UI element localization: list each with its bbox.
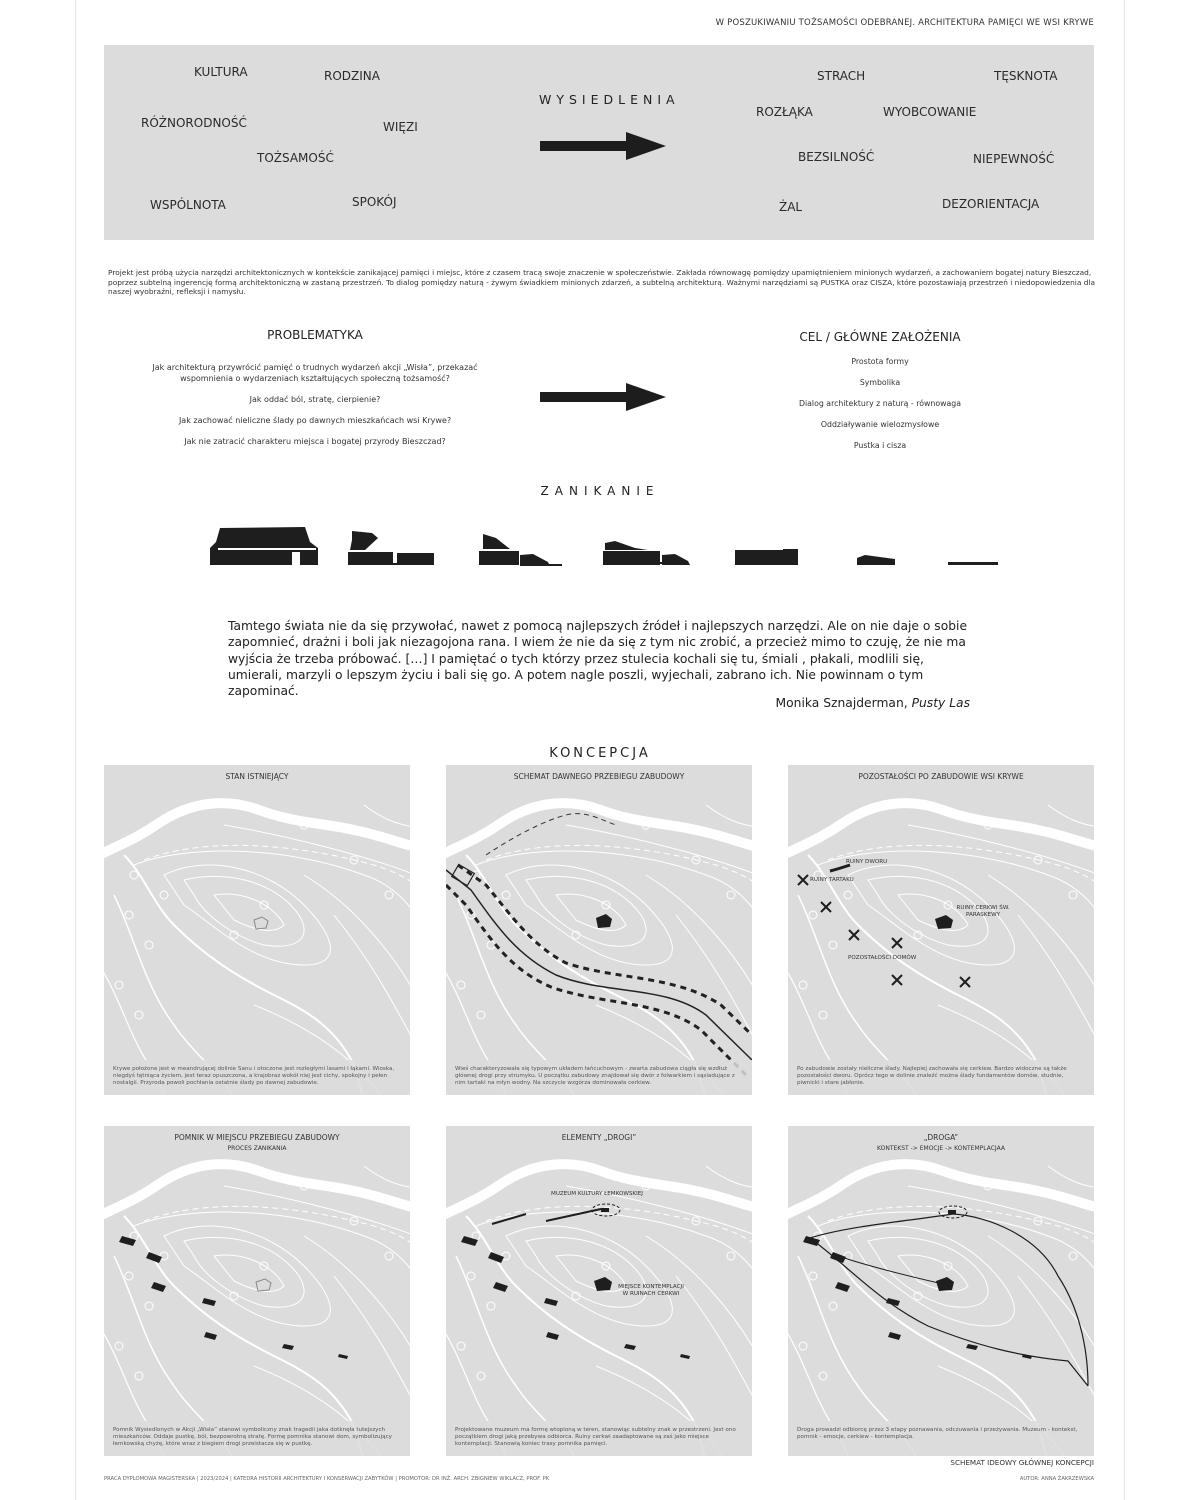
- route-path: [810, 1214, 1088, 1386]
- monument-house-icons: [119, 1236, 348, 1359]
- quote-text: Tamtego świata nie da się przywołać, nawet z pomocą najlepszych źródeł i najlepszych narzędzi. Ale on nie daje o sobie zapomnieć, drażni i boli jak niezagojona rana. I wiem że nie da się z tym nic zrobić, a przecież mimo to czuję, że nie ma wyjścia że trzeba próbować. […] I pamiętać o tych którzy przez stulecia kochali się tu, śmiali , płakali, modlili się, umierali, marzyli o lepszym życiu i bali się go. A potem nagle poszli, wyjechali, zabrano ich. Nie powinnam o tym zapominać.: [228, 619, 968, 699]
- concept-panel-droga: [788, 1126, 1094, 1456]
- word-left: RODZINA: [324, 69, 380, 83]
- map-label: RUINY TARTAKU: [810, 877, 854, 883]
- problematyka-section: [140, 328, 490, 457]
- map-label: POZOSTAŁOŚCI DOMÓW: [848, 955, 917, 961]
- zanikanie-title: ZANIKANIE: [540, 484, 660, 498]
- wysiedlenia-label: WYSIEDLENIA: [539, 92, 680, 107]
- word-left: RÓŻNORODNOŚĆ: [141, 116, 247, 130]
- house-stage-4-icon: [603, 541, 690, 565]
- concept-panel-elementy-drogi: [446, 1126, 752, 1456]
- house-stage-1-icon: [210, 527, 318, 565]
- church-outline-icon: [256, 1279, 271, 1291]
- panel-subtitle: KONTEKST -> EMOCJE -> KONTEMPLACJAA: [877, 1145, 1005, 1152]
- quote-book: Pusty Las: [911, 696, 970, 710]
- word-left: TOŻSAMOŚĆ: [257, 151, 334, 165]
- panel-caption: Po zabudowie zostały nieliczne ślady. Najlepiej zachowała się cerkiew. Bardzo widoczne są także pozostałości dworu. Oprócz tego w dolinie znaleźć można ślady fundamentów domów, studnie, piwnicki i stare jabłonie.: [788, 1060, 1094, 1095]
- problematyka-list: [140, 362, 490, 447]
- panel-title: SCHEMAT DAWNEGO PRZEBIEGU ZABUDOWY: [513, 772, 685, 781]
- map-label: RUINY DWORU: [846, 859, 888, 865]
- map-label: MIEJSCE KONTEMPLACJI W RUINACH CERKWI: [618, 1284, 684, 1297]
- panel-caption: Droga prowadzi odbiorcę przez 3 etapy poznawania, odczuwania i przeżywania. Muzeum - kontekst, pomnik - emocje, cerkiew - kontemplacja.: [788, 1421, 1094, 1456]
- concept-panel-pomnik: [104, 1126, 410, 1456]
- panel-title: POZOSTAŁOŚCI PO ZABUDOWIE WSI KRYWE: [858, 772, 1024, 781]
- monument-house-icons: [803, 1236, 1032, 1359]
- arrow-right-icon: [540, 132, 668, 160]
- site-map: [104, 1126, 410, 1456]
- arrow-right-icon: [540, 383, 668, 411]
- cel-item: Prostota formy: [851, 357, 909, 366]
- panel-caption: Projektowane muzeum ma formę wtopioną w teren, stanowiąc subtelny znak w przestrzeni. Jest ono początkiem drogi jaką przebywa odbiorca. Ruiny cerkwi zaadaptowane są zaś jako miejsce kontemplacji. Stanowią koniec trasy pomnika pamięci.: [446, 1421, 752, 1456]
- panel-title: STAN ISTNIEJĄCY: [225, 772, 289, 781]
- word-right: ŻAL: [779, 200, 803, 214]
- quote-author: Monika Sznajderman,: [775, 696, 912, 710]
- house-stage-3-icon: [479, 534, 562, 566]
- site-map: [104, 765, 410, 1095]
- intro-paragraph: Projekt jest próbą użycia narzędzi architektonicznych w kontekście zanikającej pamięci i miejsc, które z czasem tracą swoje znaczenie w społeczeństwie. Zakłada równowagę pomiędzy upamiętnieniem minionych wydarzeń, a zachowaniem bogatej natury Bieszczad, poprzez subtelną ingerencję formą architektoniczną w zastaną przestrzeń. To dialog pomiędzy naturą - żywym świadkiem minionych zdarzeń, a subtelną architekturą. Ważnymi narzędziami są PUSTKA oraz CISZA, które pozostawiają przestrzeń i niedopowiedzenia dla naszej wyobraźni, refleksji i namysłu.: [108, 268, 1096, 297]
- map-label: RUINY CERKWI ŚW. PARASKEWY: [956, 905, 1010, 918]
- word-right: NIEPEWNOŚĆ: [973, 152, 1055, 166]
- word-right: DEZORIENTACJA: [942, 197, 1040, 211]
- word-left: KULTURA: [194, 65, 248, 79]
- word-right: WYOBCOWANIE: [883, 105, 977, 119]
- footer-credits: PRACA DYPLOMOWA MAGISTERSKA | 2023/2024 | KATEDRA HISTORII ARCHITEKTURY I KONSERWACJI ZABYTKÓW | PROMOTOR: DR INŻ. ARCH. ZBIGNIEW WIKLACZ, PROF. PK: [104, 1476, 550, 1482]
- map-label: MUZEUM KULTURY ŁEMKOWSKIEJ: [551, 1191, 643, 1197]
- scheme-label: SCHEMAT IDEOWY GŁÓWNEJ KONCEPCJI: [950, 1458, 1094, 1467]
- cel-item: Dialog architektury z naturą - równowaga: [798, 399, 961, 408]
- ruin-marker-icons: [798, 875, 970, 987]
- panel-title: ELEMENTY „DROGI”: [561, 1133, 637, 1142]
- word-left: SPOKÓJ: [352, 195, 397, 209]
- church-outline-icon: [254, 917, 268, 929]
- panel-caption: Krywe położone jest w meandrującej dolinie Sanu i otoczone jest rozległymi lasami i łąkami. Wioska, niegdyś tętniąca życiem, jest teraz opuszczona, a krajobraz wokół niej jest cichy, spokojny i pełen nostalgii. Przyroda powoli pochłania ostatnie ślady po dawnej zabudowie.: [104, 1060, 410, 1095]
- panel-title: „DROGA”: [923, 1133, 959, 1142]
- house-stage-5-icon: [735, 549, 798, 565]
- footer-author: AUTOR: ANNA ŻAKRZEWSKA: [1019, 1476, 1094, 1482]
- concept-panel-schemat-zabudowy: [446, 765, 752, 1095]
- cel-title: CEL / GŁÓWNE ZAŁOŻENIA: [799, 330, 961, 344]
- panel-title: POMNIK W MIEJSCU PRZEBIEGU ZABUDOWY: [174, 1133, 340, 1142]
- church-icon: [935, 915, 953, 929]
- word-left: WIĘZI: [383, 120, 418, 134]
- cel-item: Symbolika: [859, 378, 901, 387]
- word-right: TĘSKNOTA: [994, 69, 1058, 83]
- problematyka-item: Jak oddać ból, stratę, cierpienie?: [249, 395, 381, 404]
- panel-caption: Wieś charakteryzowała się typowym układem łańcuchowym - zwarta zabudowa ciągła się wzdłuż głównej drogi przy strumyku. U początku zabudowy znajdował się dwór z folwarkiem i sąsiadujące z nim tartaki na młyn wodny. Na szczycie wzgórza dominowała cerkiew.: [446, 1060, 752, 1095]
- concept-panel-stan-istniejacy: [104, 765, 410, 1095]
- word-right: STRACH: [817, 69, 866, 83]
- site-map: [446, 1126, 752, 1456]
- cel-section: [740, 330, 1020, 461]
- site-map: [446, 765, 752, 1095]
- problematyka-item: Jak architekturą przywrócić pamięć o trudnych wydarzeń akcji „Wisła”, przekazać wspomnienia o wydarzeniach kształtujących społeczną tożsamość?: [152, 363, 478, 383]
- zanikanie-sequence: [200, 520, 1010, 580]
- quote-attribution: [600, 696, 970, 710]
- site-map: [788, 1126, 1094, 1456]
- problematyka-item: Jak zachować nieliczne ślady po dawnych mieszkańcach wsi Krywe?: [178, 416, 452, 425]
- cel-item: Oddziaływanie wielozmysłowe: [820, 420, 940, 429]
- poster-title: W POSZUKIWANIU TOŻSAMOŚCI ODEBRANEJ. ARCHITEKTURA PAMIĘCI WE WSI KRYWE: [715, 18, 1094, 28]
- panel-subtitle: PROCES ZANIKANIA: [227, 1145, 287, 1152]
- words-banner: [104, 45, 1094, 240]
- church-icon: [594, 1277, 612, 1291]
- word-right: BEZSILNOŚĆ: [798, 150, 875, 164]
- panel-caption: Pomnik Wysiedlonych w Akcji „Wisła” stanowi symboliczny znak tragedii jaka dotknęła tutejszych mieszkańców. Oddaje pustkę, ból, bezpowrotną stratę. Formę pomnika stanowi dom, symbolizujący łemkowską chyżę, które wraz z biegiem drogi przeistacza się w pustkę.: [104, 1421, 410, 1456]
- problematyka-title: PROBLEMATYKA: [267, 328, 363, 342]
- church-icon: [936, 1277, 954, 1291]
- cel-item: Pustka i cisza: [853, 441, 907, 450]
- cel-list: [740, 356, 1020, 451]
- house-stage-7-icon: [948, 562, 998, 565]
- house-stage-2-icon: [348, 531, 434, 565]
- house-stage-6-icon: [857, 555, 895, 565]
- concept-panel-pozostalosci: [788, 765, 1094, 1095]
- koncepcja-title: KONCEPCJA: [549, 746, 651, 761]
- word-right: ROZŁĄKA: [756, 105, 813, 119]
- site-map: [788, 765, 1094, 1095]
- church-icon: [596, 914, 612, 928]
- problematyka-item: Jak nie zatracić charakteru miejsca i bogatej przyrody Bieszczad?: [184, 437, 446, 446]
- word-left: WSPÓLNOTA: [150, 198, 226, 212]
